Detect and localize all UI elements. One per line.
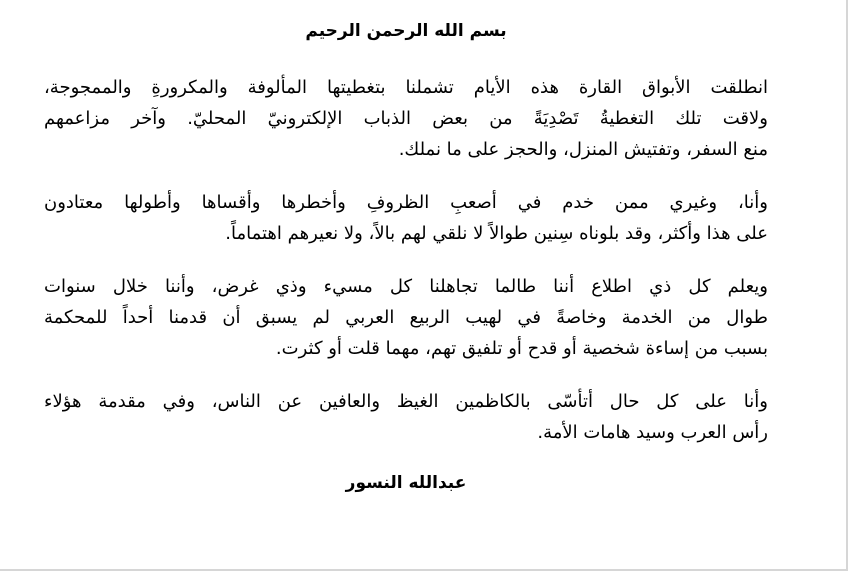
paragraph-line: ولاقت تلك التغطيةُ تَصْدِيَةً من بعض الذباب الإلكترونيّ المحليّ. وآخر مزاعمهم — [44, 108, 768, 129]
paragraph-line: بسبب من إساءة شخصية أو قدح أو تلفيق تهم، مهما قلت أو كثرت. — [275, 338, 768, 359]
paragraph-line: رأس العرب وسيد هامات الأمة. — [537, 422, 768, 443]
paragraph-line: انطلقت الأبواق القارة هذه الأيام تشملنا بتغطيتها المألوفة والمكرورةِ والممجوجة، — [44, 77, 768, 98]
paragraph-line: طوال من الخدمة وخاصةً في لهيب الربيع العربي لم يسبق أن قدمنا أحداً للمحكمة — [44, 307, 768, 328]
paragraph-line: على هذا وأكثر، وقد بلوناه سِنين طوالاً لا نلقي لهم بالاً، ولا نعيرهم اهتماماً. — [225, 223, 768, 244]
paragraph-line: وأنا، وغيري ممن خدم في أصعبِ الظروفِ وأخطرها وأقساها وأطولها معتادون — [44, 192, 768, 213]
basmala-heading: بسم الله الرحمن الرحيم — [305, 21, 507, 41]
paragraph-line: ويعلم كل ذي اطلاع أننا طالما تجاهلنا كل مسيء وذي غرض، وأننا خلال سنوات — [44, 276, 768, 297]
paragraph-line: وأنا على كل حال أتأسّى بالكاظمين الغيظ والعافين عن الناس، وفي مقدمة هؤلاء — [44, 391, 768, 412]
paragraph-3 — [44, 271, 768, 364]
paragraph-line: منع السفر، وتفتيش المنزل، والحجز على ما نملك. — [398, 139, 768, 160]
paragraph-1 — [44, 72, 768, 165]
document-body — [44, 10, 768, 496]
paragraph-2 — [44, 187, 768, 249]
paragraph-4 — [44, 386, 768, 448]
signature: عبدالله النسور — [345, 473, 467, 493]
